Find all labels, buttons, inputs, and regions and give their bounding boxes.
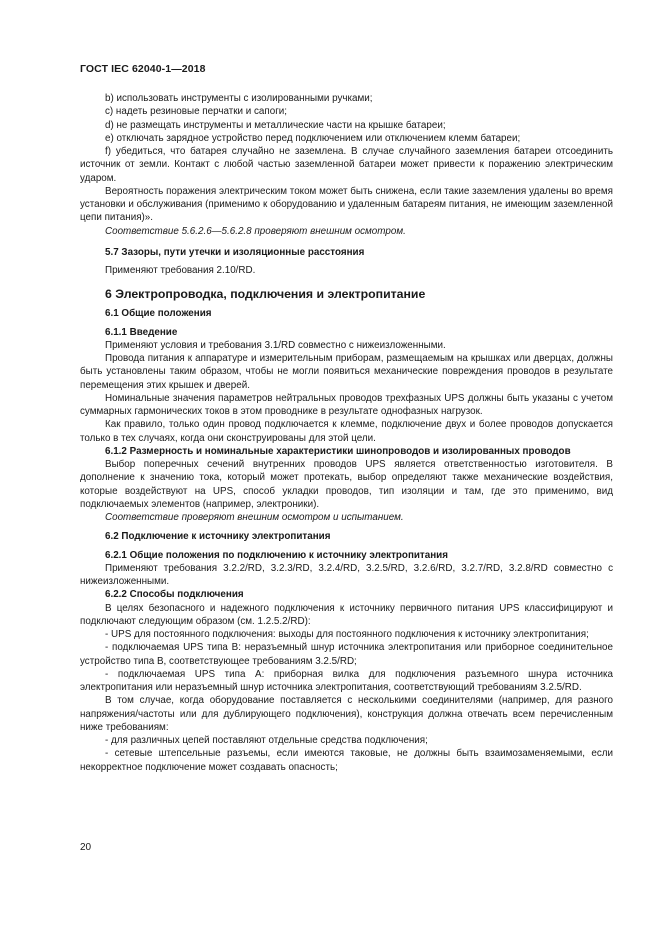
list-item-c: c) надеть резиновые перчатки и сапоги; [105, 106, 288, 118]
section-6-1-2-text: Выбор поперечных сечений внутренних проводов UPS является ответственностью изготовителя. В дополнение к значению тока, который может протекать, выбор определяют также механические воздействия, которые воздействуют на UPS, способ укладки проводов, тип изоляции и там, где это применимо, вид подключаемых элементов (например, электроники). [80, 459, 613, 510]
section-6-1-1-para-1: Применяют условия и требования 3.1/RD совместно с нижеизложенными. [105, 339, 446, 351]
page-number: 20 [80, 842, 92, 853]
probability-paragraph: Вероятность поражения электрическим током может быть снижена, если такие заземления удалены во время установки и обслуживания (применимо к оборудованию и удаленным батареям питания, не имеющим заземленной цепи питания)». [80, 185, 613, 224]
list-item-f: f) убедиться, что батарея случайно не заземлена. В случае случайного заземления батареи отсоединить источник от земли. Контакт с любой частью заземленной батареи может привести к поражению электрическим ударом. [80, 146, 613, 184]
section-6-2-2-item-4: - для различных цепей поставляют отдельные средства подключения; [105, 735, 428, 746]
section-6-1-1-para-2: Провода питания к аппаратуре и измерительным приборам, размещаемым на крышках или дверцах, должны быть установлены таким образом, чтобы не могли появиться механические повреждения проводов в результате перемещения этих крышек и дверей. [80, 353, 613, 391]
section-6-1-1-para-4: Как правило, только один провод подключается к клемме, подключение двух и более проводов допускается только в тех случаях, когда они сконструированы для этой цели. [80, 419, 613, 444]
section-6-2-2-item-5: - сетевые штепсельные разъемы, если имеются таковые, не должны быть взаимозаменяемыми, если некорректное подключение может создавать опасность; [80, 748, 613, 773]
section-6-2-2-item-2: - подключаемая UPS типа B: неразъемный шнур источника электропитания или приборное соединительное устройство типа B, соответствующее требованиям 3.2.5/RD; [80, 642, 613, 667]
section-6-2-1-heading: 6.2.1 Общие положения по подключению к источнику электропитания [105, 549, 448, 561]
list-item-e: e) отключать зарядное устройство перед подключением или отключением клемм батареи; [105, 132, 521, 144]
section-6-1-heading: 6.1 Общие положения [105, 308, 212, 320]
standard-header: ГОСТ IEC 62040-1—2018 [80, 63, 206, 75]
section-6-2-2-item-3: - подключаемая UPS типа A: приборная вилка для подключения разъемного шнура источника электропитания или неразъемный шнур источника электропитания, соответствующий требованиям 3.2.5/RD. [80, 668, 613, 693]
section-6-2-2-paragraph: В том случае, когда оборудование поставляется с несколькими соединителями (например, для разного напряжения/частоты или для дублирующего подключения), конструкция должна отвечать всем перечисленным ниже требованиям: [80, 695, 613, 733]
page-content [80, 92, 613, 774]
section-6-1-2-compliance: Соответствие проверяют внешним осмотром и испытанием. [105, 512, 404, 523]
section-6-2-2-intro: В целях безопасного и надежного подключения к источнику первичного питания UPS классифицируют и подключают следующим образом (см. 1.2.5.2/RD): [80, 602, 613, 627]
section-6-1-2-heading: 6.1.2 Размерность и номинальные характеристики шинопроводов и изолированных проводов [105, 445, 571, 457]
list-item-b: b) использовать инструменты с изолированными ручками; [105, 93, 373, 104]
section-6-1-1-para-3: Номинальные значения параметров нейтральных проводов трехфазных UPS должны быть указаны с учетом суммарных гармонических токов в этом проводнике в результате однофазных нагрузок. [80, 392, 613, 417]
compliance-note-562: Соответствие 5.6.2.6—5.6.2.8 проверяют внешним осмотром. [105, 225, 406, 237]
section-6-2-2-heading: 6.2.2 Способы подключения [105, 589, 244, 601]
section-6-2-heading: 6.2 Подключение к источнику электропитания [105, 531, 331, 543]
section-6-2-2-item-1: - UPS для постоянного подключения: выходы для постоянного подключения к источнику электропитания; [105, 629, 589, 640]
section-5-7-heading: 5.7 Зазоры, пути утечки и изоляционные расстояния [105, 246, 365, 258]
section-6-2-1-text: Применяют требования 3.2.2/RD, 3.2.3/RD, 3.2.4/RD, 3.2.5/RD, 3.2.6/RD, 3.2.7/RD, 3.2.8/RD совместно с нижеизложенными. [80, 562, 613, 587]
list-item-d: d) не размещать инструменты и металлические части на крышке батареи; [105, 119, 446, 131]
section-5-7-text: Применяют требования 2.10/RD. [105, 265, 256, 276]
section-6-heading: 6 Электропроводка, подключения и электропитание [105, 287, 426, 302]
section-6-1-1-heading: 6.1.1 Введение [105, 326, 178, 338]
